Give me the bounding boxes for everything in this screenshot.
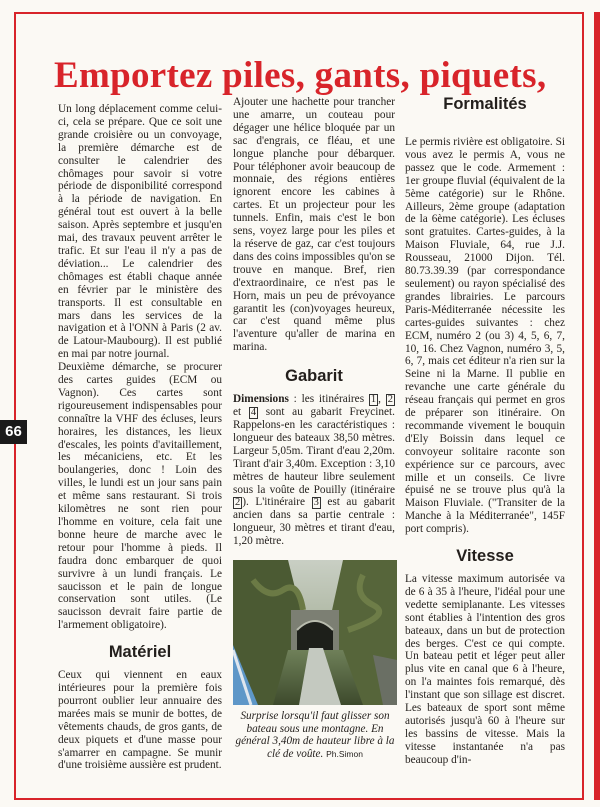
- column-2: [233, 96, 395, 548]
- itinerary-badge-3: 3: [313, 497, 319, 509]
- photo-credit: Ph.Simon: [326, 748, 363, 759]
- heading-vitesse: Vitesse: [456, 547, 514, 566]
- col1-paragraph-2: Deuxième démarche, se procurer des cartes guides (ECM ou Vagnon). Ces cartes sont rigoureusement indispensables pour connaître la VHF des écluses, leurs horaires, les distances, les lieux d'escales, les points d'avitaillement, les mécaniciens, etc. Et les boulangeries, donc ! Loin des villes, le lundi est un jour sans pain et même sans restaurant. Si trois kilomètres ne sont rien pour l'homme en voiture, cela fait une bonne heure de marche avec le retour pour l'homme à pieds. Il faudra donc embarquer de quoi survivre à un lundi français. Le saucisson et le pain de longue conservation sont utiles. (Le saucisson devrait faire partie de l'armement obligatoire).: [58, 361, 222, 632]
- tunnel-photo: [233, 560, 397, 705]
- right-edge-tab: [594, 12, 600, 800]
- page-number: 66: [0, 420, 27, 444]
- article-headline: Emportez piles, gants, piquets,: [54, 55, 547, 96]
- itinerary-badge-1: 1: [370, 394, 377, 406]
- heading-formalites: Formalités: [443, 95, 527, 113]
- dimensions-label: Dimensions: [233, 393, 289, 406]
- itinerary-badge-2b: 2: [235, 497, 241, 509]
- heading-materiel: Matériel: [108, 643, 172, 662]
- itinerary-badge-4: 4: [250, 407, 257, 419]
- col1-paragraph-3: Ceux qui viennent en eaux intérieures pour la première fois pourront oublier leur annuaire des marées mais se munir de bottes, de vêtements chauds, de gros gants, de deux piquets et d'une masse pour s'amarrer en campagne. Se munir d'une troisième aussière est prudent.: [58, 669, 222, 772]
- text-fragment: ). L'itinéraire: [242, 496, 312, 509]
- col3-paragraph-1: Le permis rivière est obligatoire. Si vous avez le permis A, vous ne passez que le code. Armement : 1er groupe fluvial (équivalent de la 5ème catégorie) sur le Rhône. Ailleurs, 2ème groupe (adaptation de la 6ème catégorie). Les écluses sont gratuites. Cartes-guides, à la Maison Fluviale, 64, rue J.J. Rousseau, 21000 Dijon. Tél. 80.73.39.39 (par correspondance seulement) ou rayon spécialisé des grandes librairies. Le parcours Paris-Méditerranée nécessite les cartes-guides suivantes : chez ECM, numéro 2 (ou 3) 4, 5, 6, 7, 10, 16. Chez Vagnon, numéro 3, 5, 6, 7, mais cet éditeur n'a rien sur la Seine ni la Marne. Il publie en revanche une carte générale du réseau français qui permet en gros de préparer son itinéraire. On recommande vivement le bouquin d'Ely Boissin dans lequel ce convoyeur solitaire raconte son expérience sur ce parcours, avec mille et un conseils. Ce livre épuisé ne se trouve plus qu'à la Maison Fluviale. ("Transiter de la Manche à la Méditerranée", 145F port compris).: [405, 136, 565, 536]
- col2-paragraph-1: Ajouter une hachette pour trancher une amarre, un couteau pour dégager une hélice bloquée par un sac d'engrais, ce fléau, et une longue planche pour débarquer. Pour téléphoner avoir beaucoup de monnaie, des régions entières ignorent encore les cabines à cartes. Et un projecteur pour les tunnels. Enfin, mais c'est le bon sens, voyez large pour les piles et la réserve de gaz, car c'est toujours dans des coins impossibles qu'on se trouve en manque. Bref, rien d'extraordinaire, ce n'est pas le Horn, mais un peu de prévoyance garantit les (con)voyages heureux, car c'est quand même plus l'aventure qu'aller de marina en marina.: [233, 96, 395, 354]
- column-3: [405, 95, 565, 767]
- text-fragment: et: [233, 406, 249, 419]
- caption-text: Surprise lorsqu'il faut glisser son bateau sous une montagne. En général 3,40m de hauteur libre à la clé de voûte.: [235, 710, 395, 760]
- heading-gabarit: Gabarit: [285, 367, 343, 386]
- col3-paragraph-2: La vitesse maximum autorisée va de 6 à 35 à l'heure, l'idéal pour une vedette semiplanante. Les vitesses sont établies à l'intention des gros bateaux, dans un but de protection des berges. C'est ce qui compte. Un bateau petit et léger peut aller plus vite en canal que 6 à l'heure, on l'a maintes fois remarqué, dès l'instant que son sillage est discret. Les bateaux de sport sont même autorisés jusqu'à 60 à l'heure sur les bassins de vitesse. Mais la vitesse instantanée n'a pas beaucoup d'in-: [405, 573, 565, 766]
- column-1: [58, 103, 222, 772]
- text-fragment: sont au gabarit Freycinet. Rappelons-en les caractéristiques : longueur des bateaux 38,50 mètres. Largeur 5,05m. Tirant d'eau 2,20m. Tirant d'air 3,40m. Exception : 3,10 mètres de hauteur libre seulement sous la voûte de Pouilly (itinéraire: [233, 406, 395, 496]
- text-fragment: est au gabarit ancien dans sa partie centrale : longueur, 30 mètres et tirant d'eau, 1,20 mètre.: [233, 496, 395, 548]
- col2-paragraph-2: Dimensions : les itinéraires 1 , 2 et 4 sont au gabarit Freycinet. Rappelons-en les caractéristiques : longueur des bateaux 38,50 mètres. Largeur 5,05m. Tirant d'eau 2,20m. Tirant d'air 3,40m. Exception : 3,10 mètres de hauteur libre seulement sous la voûte de Pouilly (itinéraire 2 ). L'itinéraire 3 est au gabarit ancien dans sa partie centrale : longueur, 30 mètres et tirant d'eau, 1,20 mètre.: [233, 393, 395, 548]
- photo-caption: [233, 710, 397, 760]
- itinerary-badge-2: 2: [387, 394, 394, 406]
- col1-paragraph-1: Un long déplacement comme celui-ci, cela se prépare. Que ce soit une grande croisière ou un convoyage, la première démarche est de consulter le calendrier des chômages pour savoir si votre période de disponibilité correspond à la période de navigation. En général tout est ouvert à la belle saison. Après septembre et jusqu'en mai, des travaux peuvent arrêter le trafic. Et sur l'eau il n'y a pas de déviation... Le calendrier des chômages est établi chaque année en février par le ministère des transports. Il est consultable en mars dans les services de la navigation et à l'ONN à Paris (2 av. de Latour-Maubourg). Il est publié en mai par notre journal.: [58, 103, 222, 361]
- text-fragment: : les itinéraires: [288, 393, 369, 406]
